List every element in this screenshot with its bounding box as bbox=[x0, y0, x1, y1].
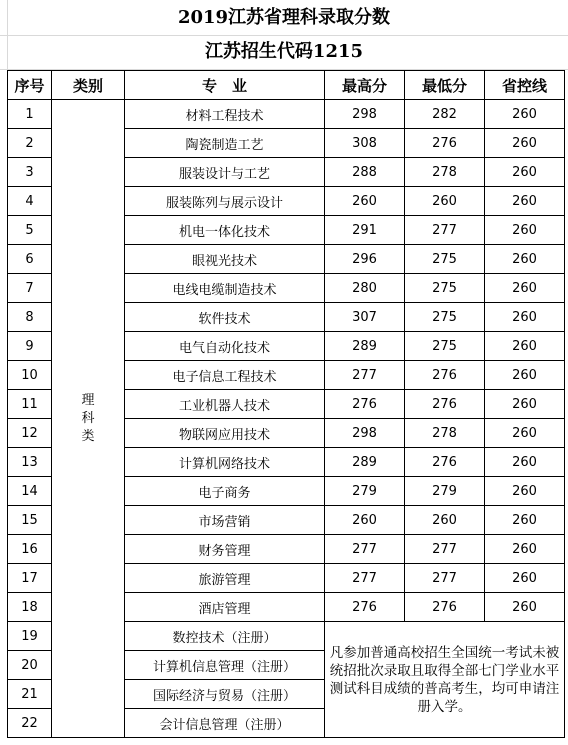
major-name: 物联网应用技术 bbox=[125, 419, 325, 448]
min-score: 276 bbox=[405, 448, 485, 477]
min-score: 279 bbox=[405, 477, 485, 506]
min-score: 275 bbox=[405, 303, 485, 332]
control-line: 260 bbox=[485, 506, 565, 535]
min-score: 278 bbox=[405, 158, 485, 187]
max-score: 308 bbox=[325, 129, 405, 158]
major-name: 国际经济与贸易（注册） bbox=[125, 680, 325, 709]
header-no: 序号 bbox=[8, 71, 52, 100]
max-score: 276 bbox=[325, 390, 405, 419]
min-score: 276 bbox=[405, 129, 485, 158]
control-line: 260 bbox=[485, 129, 565, 158]
row-number: 11 bbox=[8, 390, 52, 419]
major-name: 旅游管理 bbox=[125, 564, 325, 593]
header-major: 专 业 bbox=[125, 71, 325, 100]
control-line: 260 bbox=[485, 361, 565, 390]
max-score: 277 bbox=[325, 361, 405, 390]
max-score: 280 bbox=[325, 274, 405, 303]
max-score: 279 bbox=[325, 477, 405, 506]
major-name: 市场营销 bbox=[125, 506, 325, 535]
major-name: 电线电缆制造技术 bbox=[125, 274, 325, 303]
score-table bbox=[7, 70, 565, 738]
max-score: 260 bbox=[325, 187, 405, 216]
control-line: 260 bbox=[485, 593, 565, 622]
header-min: 最低分 bbox=[405, 71, 485, 100]
control-line: 260 bbox=[485, 245, 565, 274]
header-line: 省控线 bbox=[485, 71, 565, 100]
min-score: 277 bbox=[405, 216, 485, 245]
major-name: 财务管理 bbox=[125, 535, 325, 564]
min-score: 278 bbox=[405, 419, 485, 448]
max-score: 307 bbox=[325, 303, 405, 332]
control-line: 260 bbox=[485, 158, 565, 187]
control-line: 260 bbox=[485, 187, 565, 216]
major-name: 眼视光技术 bbox=[125, 245, 325, 274]
category-char: 理 bbox=[81, 392, 95, 408]
header-row bbox=[8, 71, 565, 100]
min-score: 277 bbox=[405, 535, 485, 564]
major-name: 材料工程技术 bbox=[125, 100, 325, 129]
major-name: 会计信息管理（注册） bbox=[125, 709, 325, 738]
max-score: 277 bbox=[325, 535, 405, 564]
control-line: 260 bbox=[485, 100, 565, 129]
page-subtitle: 江苏招生代码1215 bbox=[204, 41, 364, 62]
major-name: 计算机网络技术 bbox=[125, 448, 325, 477]
page-title: 2019江苏省理科录取分数 bbox=[177, 7, 391, 28]
category-char: 科 bbox=[81, 410, 95, 426]
max-score: 289 bbox=[325, 332, 405, 361]
control-line: 260 bbox=[485, 448, 565, 477]
category-cell bbox=[52, 100, 125, 738]
row-number: 9 bbox=[8, 332, 52, 361]
control-line: 260 bbox=[485, 535, 565, 564]
major-name: 电气自动化技术 bbox=[125, 332, 325, 361]
row-number: 6 bbox=[8, 245, 52, 274]
row-number: 19 bbox=[8, 622, 52, 651]
control-line: 260 bbox=[485, 564, 565, 593]
row-number: 16 bbox=[8, 535, 52, 564]
row-number: 22 bbox=[8, 709, 52, 738]
major-name: 数控技术（注册） bbox=[125, 622, 325, 651]
major-name: 酒店管理 bbox=[125, 593, 325, 622]
table-body bbox=[8, 100, 565, 738]
row-number: 20 bbox=[8, 651, 52, 680]
row-number: 14 bbox=[8, 477, 52, 506]
major-name: 机电一体化技术 bbox=[125, 216, 325, 245]
row-number: 3 bbox=[8, 158, 52, 187]
row-number: 18 bbox=[8, 593, 52, 622]
row-number: 8 bbox=[8, 303, 52, 332]
major-name: 工业机器人技术 bbox=[125, 390, 325, 419]
control-line: 260 bbox=[485, 332, 565, 361]
header-category: 类别 bbox=[52, 71, 125, 100]
major-name: 服装设计与工艺 bbox=[125, 158, 325, 187]
gridline bbox=[0, 35, 568, 36]
row-number: 13 bbox=[8, 448, 52, 477]
min-score: 282 bbox=[405, 100, 485, 129]
category-char: 类 bbox=[81, 428, 95, 444]
major-name: 计算机信息管理（注册） bbox=[125, 651, 325, 680]
row-number: 21 bbox=[8, 680, 52, 709]
row-number: 7 bbox=[8, 274, 52, 303]
max-score: 277 bbox=[325, 564, 405, 593]
min-score: 275 bbox=[405, 274, 485, 303]
control-line: 260 bbox=[485, 216, 565, 245]
header-max: 最高分 bbox=[325, 71, 405, 100]
registration-note: 凡参加普通高校招生全国统一考试未被统招批次录取且取得全部七门学业水平测试科目成绩的普高考生，均可申请注册入学。 bbox=[325, 622, 565, 738]
max-score: 288 bbox=[325, 158, 405, 187]
min-score: 275 bbox=[405, 332, 485, 361]
control-line: 260 bbox=[485, 419, 565, 448]
row-number: 2 bbox=[8, 129, 52, 158]
major-name: 电子商务 bbox=[125, 477, 325, 506]
control-line: 260 bbox=[485, 274, 565, 303]
row-number: 12 bbox=[8, 419, 52, 448]
min-score: 276 bbox=[405, 593, 485, 622]
max-score: 298 bbox=[325, 419, 405, 448]
control-line: 260 bbox=[485, 390, 565, 419]
min-score: 276 bbox=[405, 361, 485, 390]
row-number: 15 bbox=[8, 506, 52, 535]
min-score: 275 bbox=[405, 245, 485, 274]
table-row bbox=[8, 100, 565, 129]
row-number: 4 bbox=[8, 187, 52, 216]
max-score: 260 bbox=[325, 506, 405, 535]
row-number: 17 bbox=[8, 564, 52, 593]
row-number: 10 bbox=[8, 361, 52, 390]
row-number: 1 bbox=[8, 100, 52, 129]
min-score: 276 bbox=[405, 390, 485, 419]
min-score: 260 bbox=[405, 506, 485, 535]
max-score: 298 bbox=[325, 100, 405, 129]
min-score: 260 bbox=[405, 187, 485, 216]
max-score: 291 bbox=[325, 216, 405, 245]
control-line: 260 bbox=[485, 303, 565, 332]
min-score: 277 bbox=[405, 564, 485, 593]
major-name: 服装陈列与展示设计 bbox=[125, 187, 325, 216]
row-number: 5 bbox=[8, 216, 52, 245]
major-name: 陶瓷制造工艺 bbox=[125, 129, 325, 158]
major-name: 软件技术 bbox=[125, 303, 325, 332]
max-score: 289 bbox=[325, 448, 405, 477]
max-score: 276 bbox=[325, 593, 405, 622]
control-line: 260 bbox=[485, 477, 565, 506]
max-score: 296 bbox=[325, 245, 405, 274]
major-name: 电子信息工程技术 bbox=[125, 361, 325, 390]
